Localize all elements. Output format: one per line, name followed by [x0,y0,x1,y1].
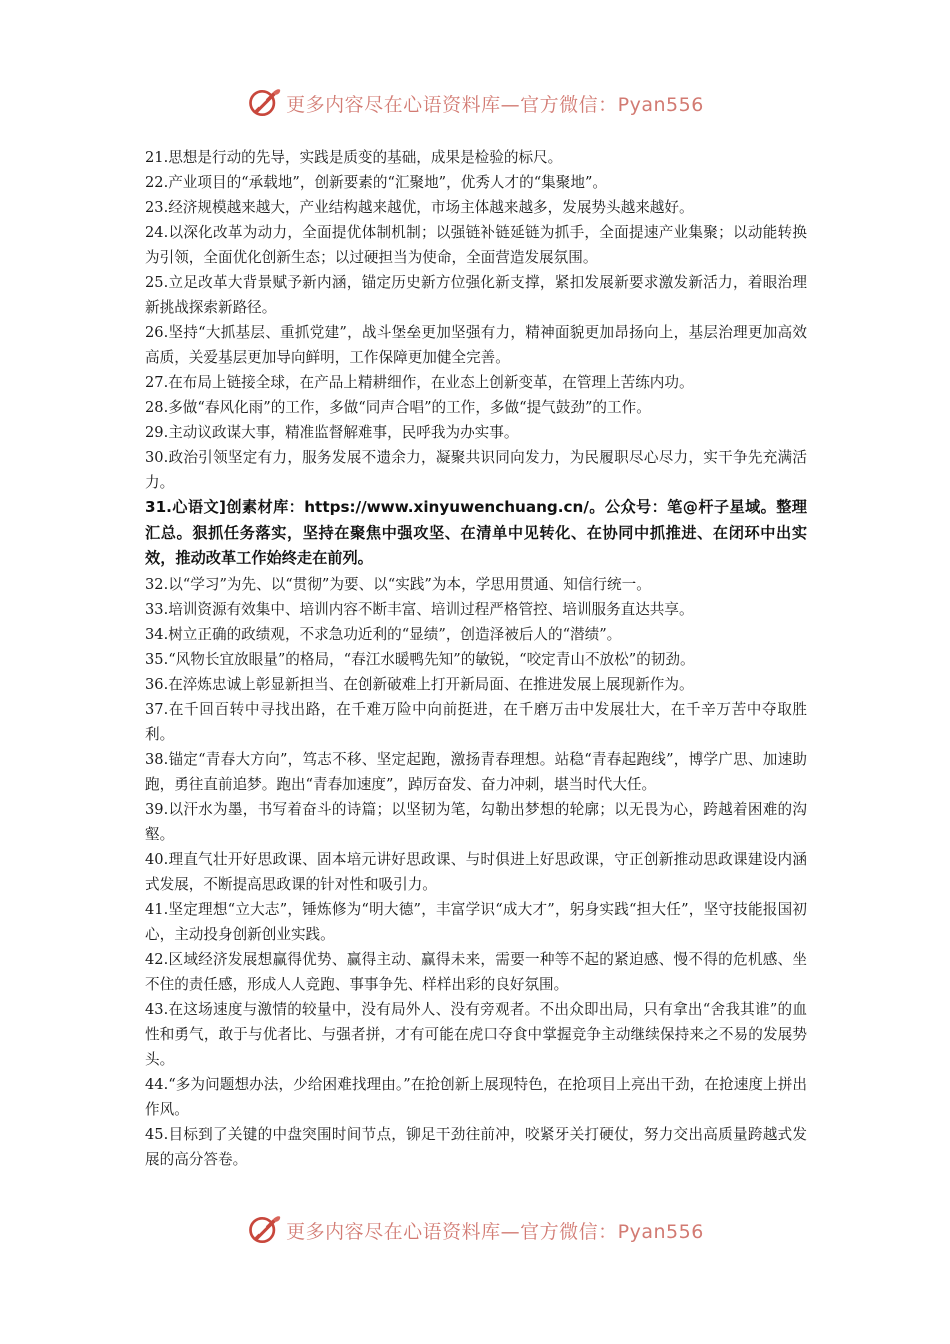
paragraph-39: 39.以汗水为墨，书写着奋斗的诗篇；以坚韧为笔，勾勒出梦想的轮廓；以无畏为心，跨越着困难的沟壑。 [145,800,807,843]
document-body [145,145,807,1172]
paragraph-23: 23.经济规模越来越大，产业结构越来越优，市场主体越来越多，发展势头越来越好。 [145,199,694,216]
paragraph-22: 22.产业项目的“承载地”，创新要素的“汇聚地”，优秀人才的“集聚地”。 [145,174,608,191]
paragraph-33: 33.培训资源有效集中、培训内容不断丰富、培训过程严格管控、培训服务直达共享。 [145,600,694,618]
footer-banner [0,1210,950,1250]
paragraph-40: 40.理直气壮开好思政课、固本培元讲好思政课、与时俱进上好思政课，守正创新推动思政课建设内涵式发展，不断提高思政课的针对性和吸引力。 [145,850,807,893]
header-banner [0,83,950,123]
paragraph-32: 32.以“学习”为先、以“贯彻”为要、以“实践”为本，学思用贯通、知信行统一。 [145,575,651,593]
paragraph-37: 37.在千回百转中寻找出路，在千难万险中向前挺进，在千磨万击中发展壮大，在千辛万苦中夺取胜利。 [145,700,807,743]
paragraph-30: 30.政治引领坚定有力，服务发展不遗余力，凝聚共识同向发力，为民履职尽心尽力，实干争先充满活力。 [145,449,807,491]
paragraph-28: 28.多做“春风化雨”的工作，多做“同声合唱”的工作，多做“提气鼓劲”的工作。 [145,399,651,416]
banner-text: 更多内容尽在心语资料库—官方微信：Pyan556 [286,93,704,116]
paragraph-35: 35.“风物长宜放眼量”的格局，“春江水暖鸭先知”的敏锐，“咬定青山不放松”的韧劲。 [145,650,695,668]
paragraph-36: 36.在淬炼忠诚上彰显新担当、在创新破难上打开新局面、在推进发展上展现新作为。 [145,675,694,693]
paragraph-31-bold: 31.心语文]创素材库：https://www.xinyuwenchuang.cn/。公众号：笔@杆子星域。整理汇总。狠抓任务落实，坚持在聚焦中强攻坚、在清单中见转化、在协同中抓推进、在闭环中出实效，推动改革工作始终走在前列。 [145,498,807,567]
quill-logo-icon [246,85,282,121]
paragraph-45: 45.目标到了关键的中盘突围时间节点，铆足干劲往前冲，咬紧牙关打硬仗，努力交出高质量跨越式发展的高分答卷。 [145,1125,807,1168]
paragraph-38: 38.锚定“青春大方向”，笃志不移、坚定起跑，激扬青春理想。站稳“青春起跑线”，博学广思、加速助跑，勇往直前追梦。跑出“青春加速度”，踔厉奋发、奋力冲刺，堪当时代大任。 [145,750,807,793]
banner-text: 更多内容尽在心语资料库—官方微信：Pyan556 [286,1220,704,1243]
paragraph-21: 21.思想是行动的先导，实践是质变的基础，成果是检验的标尺。 [145,149,563,166]
paragraph-44: 44.“多为问题想办法，少给困难找理由。”在抢创新上展现特色，在抢项目上亮出干劲，在抢速度上拼出作风。 [145,1075,807,1118]
paragraph-43: 43.在这场速度与激情的较量中，没有局外人、没有旁观者。不出众即出局，只有拿出“舍我其谁”的血性和勇气，敢于与优者比、与强者拼，才有可能在虎口夺食中掌握竞争主动继续保持来之不易的发展势头。 [145,1000,807,1068]
paragraph-26: 26.坚持“大抓基层、重抓党建”，战斗堡垒更加坚强有力，精神面貌更加昂扬向上，基层治理更加高效高质，关爱基层更加导向鲜明，工作保障更加健全完善。 [145,324,807,366]
paragraph-27: 27.在布局上链接全球，在产品上精耕细作，在业态上创新变革，在管理上苦练内功。 [145,374,694,391]
paragraph-41: 41.坚定理想“立大志”，锤炼修为“明大德”，丰富学识“成大才”，躬身实践“担大任”，坚守技能报国初心，主动投身创新创业实践。 [145,900,807,943]
paragraph-34: 34.树立正确的政绩观，不求急功近利的“显绩”，创造泽被后人的“潜绩”。 [145,625,622,643]
quill-logo-icon [246,1212,282,1248]
paragraph-25: 25.立足改革大背景赋予新内涵，锚定历史新方位强化新支撑，紧扣发展新要求激发新活力，着眼治理新挑战探索新路径。 [145,274,807,316]
paragraph-24: 24.以深化改革为动力，全面提优体制机制；以强链补链延链为抓手，全面提速产业集聚；以动能转换为引领，全面优化创新生态；以过硬担当为使命，全面营造发展氛围。 [145,224,807,266]
paragraph-42: 42.区域经济发展想赢得优势、赢得主动、赢得未来，需要一种等不起的紧迫感、慢不得的危机感、坐不住的责任感，形成人人竞跑、事事争先、样样出彩的良好氛围。 [145,950,807,993]
paragraph-29: 29.主动议政谋大事，精准监督解难事，民呼我为办实事。 [145,424,519,441]
